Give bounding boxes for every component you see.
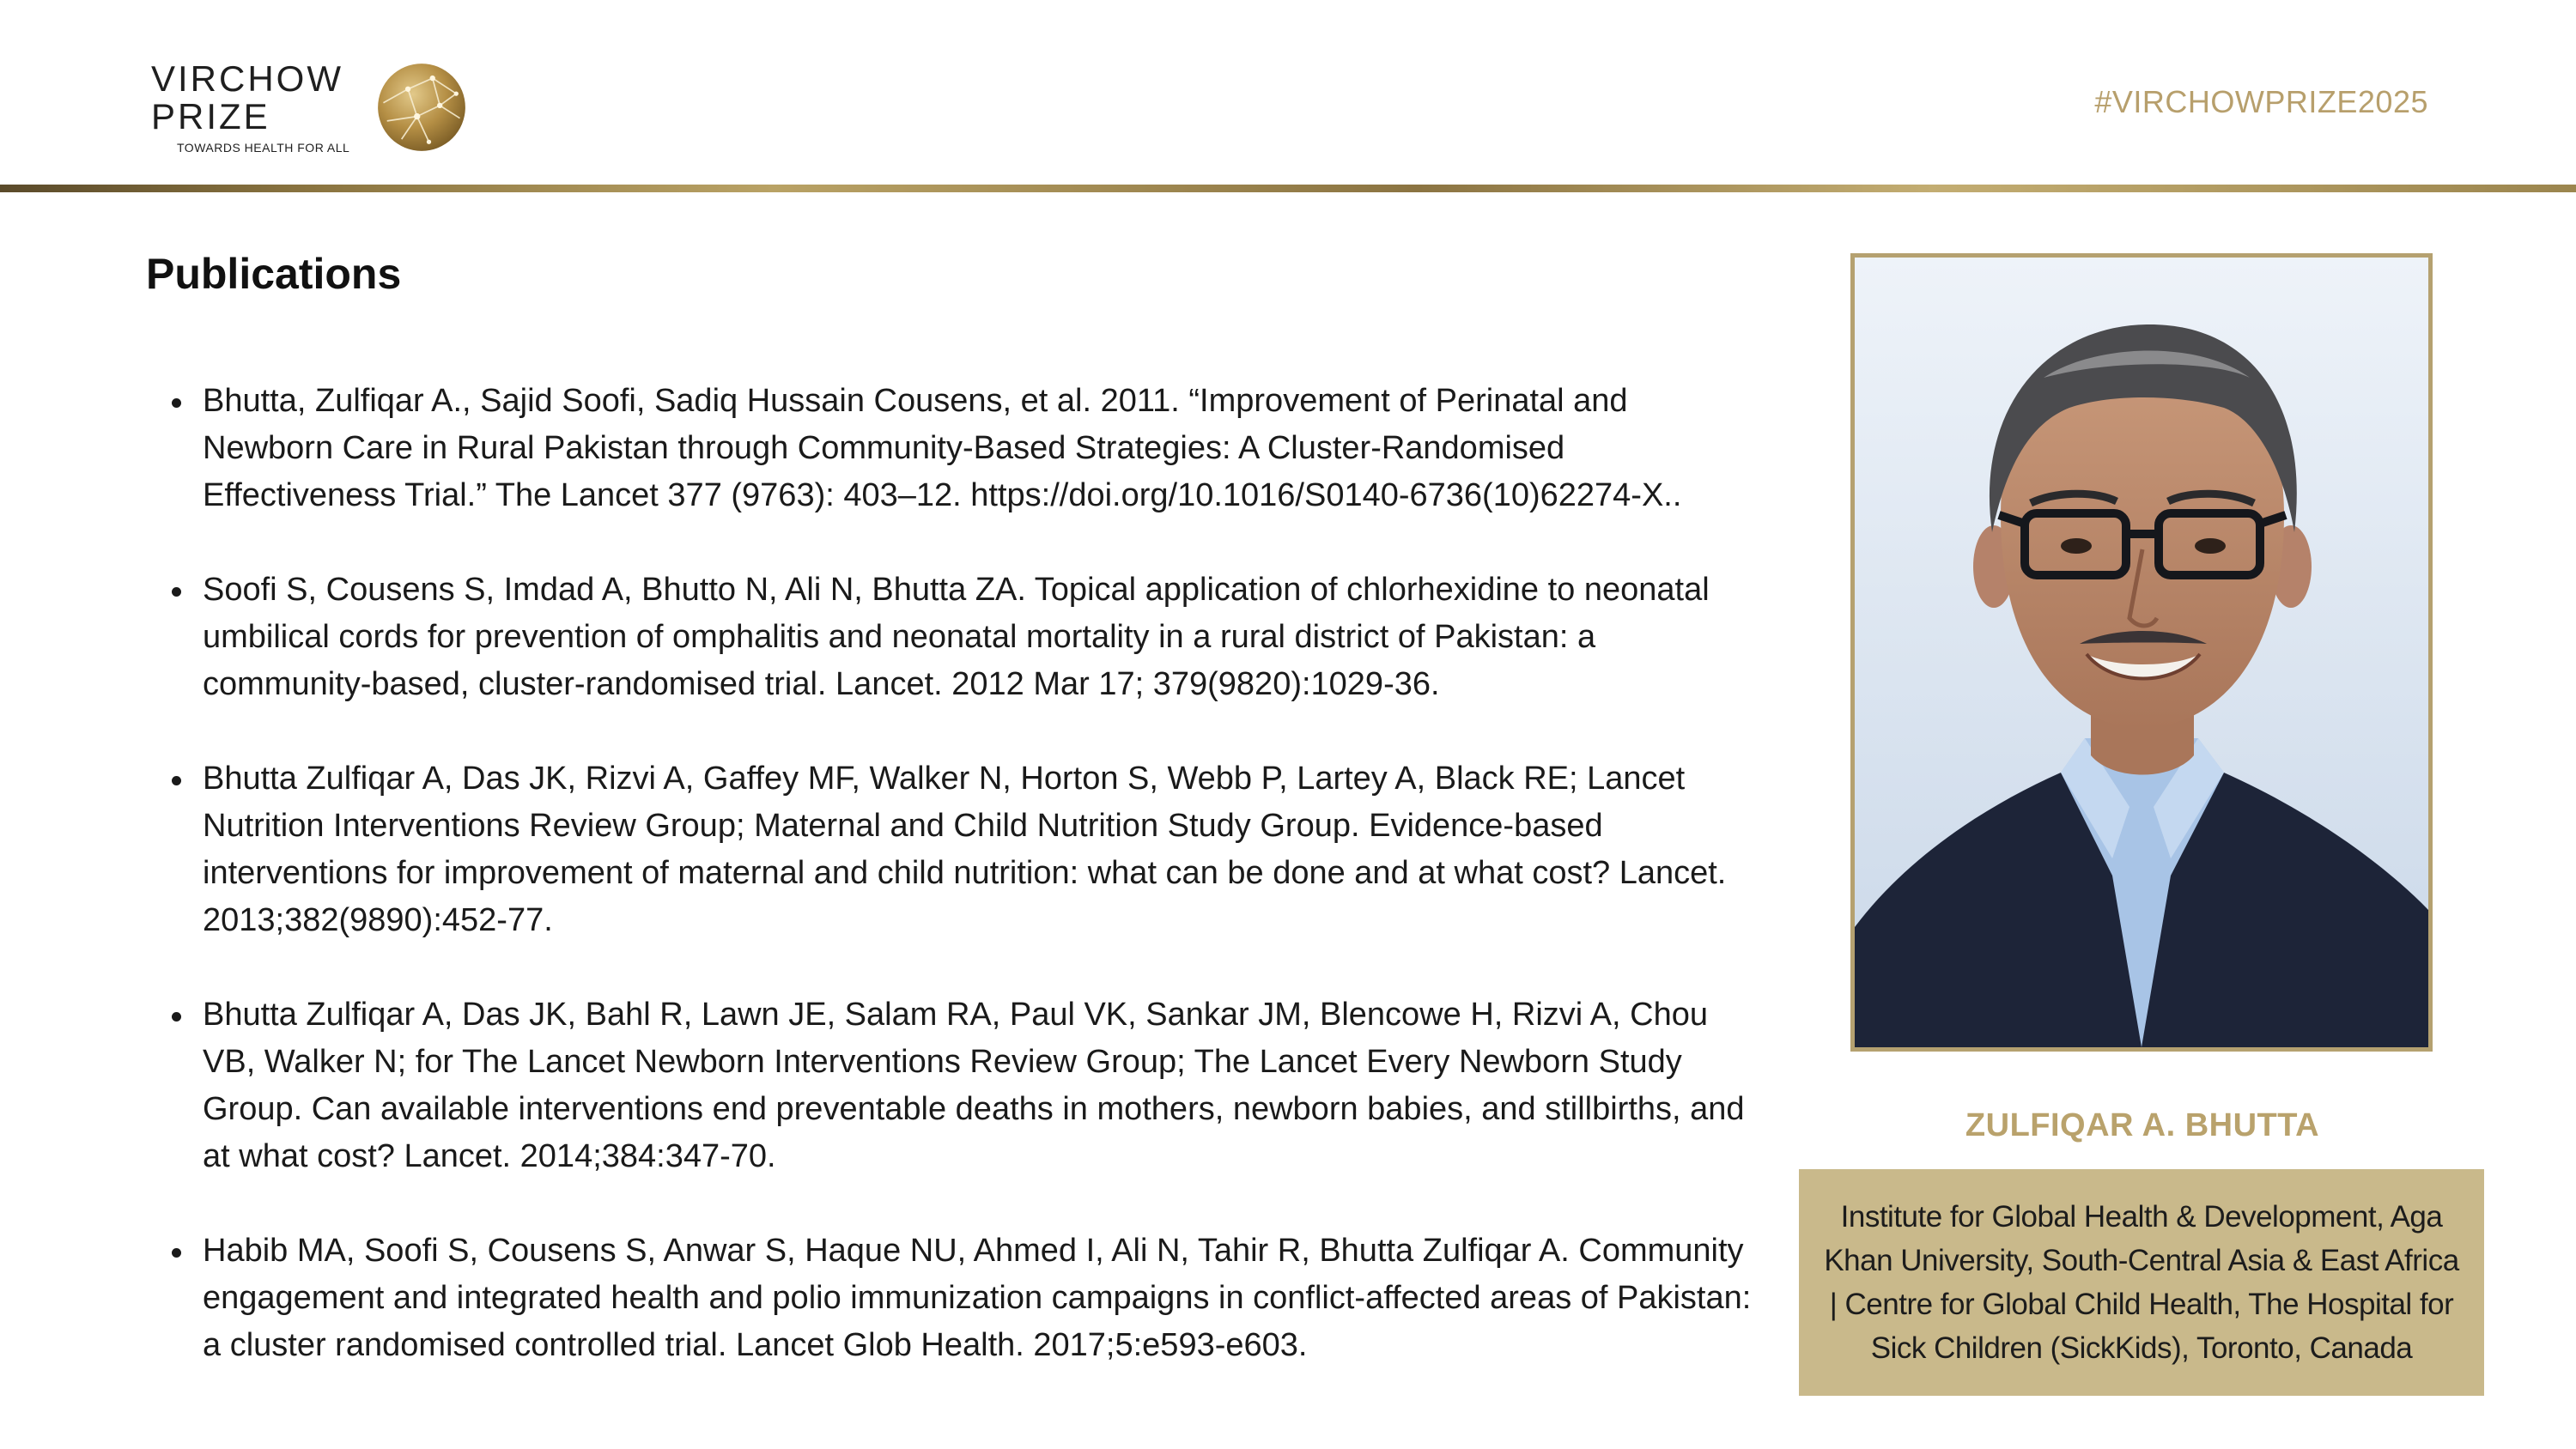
- globe-icon: [376, 62, 467, 153]
- list-item: [172, 378, 1760, 519]
- page-title: Publications: [146, 250, 402, 298]
- virchow-prize-logo: [151, 60, 477, 161]
- logo-line-1: VIRCHOW: [151, 58, 343, 99]
- affiliation-box: [1799, 1169, 2484, 1396]
- publication-citation: Bhutta Zulfiqar A, Das JK, Rizvi A, Gaffey MF, Walker N, Horton S, Webb P, Lartey A, Black RE; Lancet Nutrition Interventions Review Group; Maternal and Child Nutrition Study Group. Evidence-based interventions for improvement of maternal and child nutrition: what can be done and at what cost? Lancet. 2013;382(9890):452-77.: [203, 761, 1727, 938]
- bullet-icon: [172, 587, 181, 597]
- list-item: [172, 991, 1760, 1180]
- bullet-icon: [172, 398, 181, 408]
- logo-tagline: TOWARDS HEALTH FOR ALL: [177, 141, 350, 155]
- hashtag: #VIRCHOWPRIZE2025: [2094, 84, 2428, 119]
- bullet-icon: [172, 1012, 181, 1022]
- portrait-illustration: [1855, 258, 2428, 1047]
- list-item: [172, 1228, 1760, 1369]
- person-name: ZULFIQAR A. BHUTTA: [1965, 1107, 2320, 1143]
- publication-citation: Bhutta, Zulfiqar A., Sajid Soofi, Sadiq Hussain Cousens, et al. 2011. “Improvement of Perinatal and Newborn Care in Rural Pakistan through Community-Based Strategies: A Cluster-Randomised Effectiveness Trial.” The Lancet 377 (9763): 403–12. https://doi.org/10.1016/S0140-6736(10)62274-X..: [203, 383, 1682, 513]
- publication-citation: Bhutta Zulfiqar A, Das JK, Bahl R, Lawn JE, Salam RA, Paul VK, Sankar JM, Blencowe H, Rizvi A, Chou VB, Walker N; for The Lancet Newborn Interventions Review Group; The Lancet Every Newborn Study Group. Can available interventions end preventable deaths in mothers, newborn babies, and stillbirths, and at what cost? Lancet. 2014;384:347-70.: [203, 997, 1745, 1174]
- publication-citation: Habib MA, Soofi S, Cousens S, Anwar S, Haque NU, Ahmed I, Ali N, Tahir R, Bhutta Zulfiqar A. Community engagement and integrated health and polio immunization campaigns in conflict-affected areas of Pakistan: a cluster randomised controlled trial. Lancet Glob Health. 2017;5:e593-e603.: [203, 1233, 1752, 1363]
- publication-citation: Soofi S, Cousens S, Imdad A, Bhutto N, Ali N, Bhutta ZA. Topical application of chlorhexidine to neonatal umbilical cords for prevention of omphalitis and neonatal mortality in a rural district of Pakistan: a community-based, cluster-randomised trial. Lancet. 2012 Mar 17; 379(9820):1029-36.: [203, 572, 1710, 702]
- logo-wordmark: [151, 60, 349, 155]
- header-divider: [0, 185, 2576, 192]
- list-item: [172, 755, 1760, 944]
- publication-list: [172, 378, 1760, 1416]
- bullet-icon: [172, 1248, 181, 1258]
- affiliation-text: Institute for Global Health & Development, Aga Khan University, South-Central Asia & East Africa | Centre for Global Child Health, The Hospital for Sick Children (SickKids), Toronto, Canada: [1824, 1200, 2459, 1365]
- portrait-photo: [1850, 253, 2433, 1052]
- list-item: [172, 567, 1760, 708]
- logo-line-2: PRIZE: [151, 96, 270, 136]
- bullet-icon: [172, 776, 181, 785]
